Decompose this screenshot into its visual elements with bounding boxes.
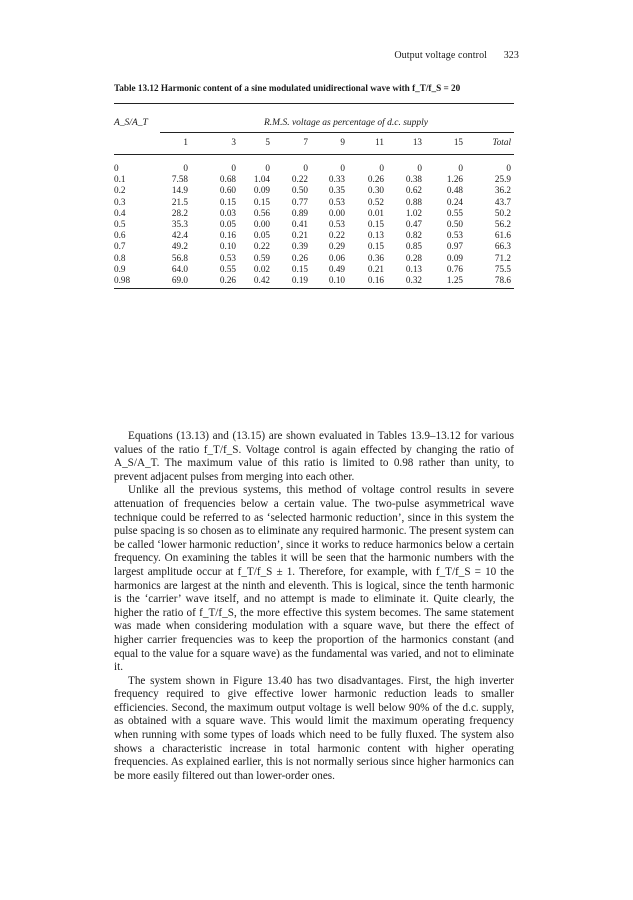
table-cell: 1.25: [446, 275, 463, 285]
table-caption: Table 13.12 Harmonic content of a sine modulated unidirectional wave with f_T/f_S = 20: [114, 83, 461, 93]
column-header: 15: [453, 137, 463, 147]
table-cell: 0.60: [219, 185, 236, 196]
table-cell: 0.68: [219, 174, 236, 185]
column-header: 11: [375, 137, 384, 147]
table-cell: 0.00: [328, 207, 345, 218]
table-cell: 0.15: [253, 196, 270, 207]
table-row: [114, 241, 514, 252]
row-label-cell: 0.5: [114, 219, 126, 229]
table-cell: 0.13: [405, 263, 422, 274]
table-cell: 0.62: [405, 185, 422, 196]
row-label-cell: 0.9: [114, 263, 126, 274]
table-cell: 0.39: [291, 241, 308, 252]
table-cell: 0.36: [367, 252, 384, 263]
table-cell: 25.9: [494, 174, 511, 185]
running-head-title: Output voltage control: [394, 50, 488, 61]
table-cell: 0.19: [291, 275, 308, 285]
table-cell: 0.41: [291, 219, 308, 229]
row-label-cell: 0.2: [114, 185, 126, 196]
table-cell: 0.26: [291, 252, 308, 263]
table-cell: 0.53: [328, 219, 345, 229]
table-bottom-rule: [114, 288, 514, 289]
column-header: 5: [265, 137, 270, 147]
table-cell: 0.15: [219, 196, 236, 207]
table-cell: 1.04: [253, 174, 270, 185]
span-header-rule: [160, 132, 514, 133]
table-cell: 0.48: [446, 185, 463, 196]
table-cell: 0: [379, 163, 384, 173]
table-row: [114, 253, 514, 264]
table-cell: 49.2: [171, 241, 188, 252]
table-header-rule: [114, 154, 514, 155]
table-cell: 0.59: [253, 252, 270, 263]
row-label-cell: 0: [114, 163, 119, 173]
table-cell: 50.2: [494, 207, 511, 218]
table-cell: 75.5: [494, 263, 511, 274]
table-cell: 42.4: [171, 230, 188, 241]
row-label-cell: 0.6: [114, 230, 126, 241]
table-cell: 61.6: [494, 230, 511, 241]
table-cell: 0.13: [367, 230, 384, 241]
table-cell: 69.0: [171, 275, 188, 285]
table-cell: 0.56: [253, 207, 270, 218]
column-header: 7: [303, 137, 308, 147]
table-cell: 56.2: [494, 219, 511, 229]
table-cell: 0.10: [219, 241, 236, 252]
table-cell: 0.33: [328, 174, 345, 185]
running-head: [394, 50, 519, 61]
paragraph: Equations (13.13) and (13.15) are shown evaluated in Tables 13.9–13.12 for various values of the ratio f_T/f_S. Voltage control is again effected by changing the ratio of A_S/A_T. The maximum value of this ratio is limited to 0.98 rather than unity, to prevent adjacent pulses from merging into each other.: [114, 430, 514, 483]
table-cell: 0.85: [405, 241, 422, 252]
table-cell: 0.50: [446, 219, 463, 229]
page-number: 323: [503, 50, 519, 61]
table-row: [114, 219, 514, 230]
table-cell: 0.89: [291, 207, 308, 218]
table-cell: 14.9: [171, 185, 188, 196]
table-cell: 36.2: [494, 185, 511, 196]
table-header-row: [114, 118, 514, 130]
table-cell: 0.02: [253, 263, 270, 274]
table-cell: 64.0: [171, 263, 188, 274]
table-cell: 0.10: [328, 275, 345, 285]
table-row: [114, 174, 514, 185]
table-cell: 0.05: [253, 230, 270, 241]
table-cell: 0.01: [367, 207, 384, 218]
row-label-cell: 0.8: [114, 252, 126, 263]
table-cell: 0.88: [405, 196, 422, 207]
table-cell: 0.32: [405, 275, 422, 285]
table-cell: 0.55: [446, 207, 463, 218]
row-label-cell: 0.98: [114, 275, 131, 285]
paragraph: The system shown in Figure 13.40 has two disadvantages. First, the high inverter frequency required to give effective lower harmonic reduction leads to smaller efficiencies. Second, the maximum output voltage is well below 90% of the d.c. supply, as obtained with a square wave. This would limit the maximum operating frequency when running with some types of loads which need to be fully fluxed. The system also shows a characteristic increase in total harmonic content with higher operating frequencies. As explained earlier, this is not normally serious since higher harmonics can be more easily filtered out than lower-order ones.: [114, 674, 514, 782]
table-cell: 0.53: [219, 252, 236, 263]
table-cell: 0: [458, 163, 463, 173]
row-label-cell: 0.1: [114, 174, 126, 185]
table-cell: 35.3: [171, 219, 188, 229]
table-top-rule: [114, 103, 514, 104]
column-header: 3: [231, 137, 236, 147]
table-cell: 0.30: [367, 185, 384, 196]
table-cell: 0.06: [328, 252, 345, 263]
table-row: [114, 230, 514, 241]
body-text: [114, 430, 514, 783]
row-label-cell: 0.4: [114, 207, 126, 218]
table-cell: 0.05: [219, 219, 236, 229]
table-cell: 0.16: [367, 275, 384, 285]
table-cell: 0.15: [291, 263, 308, 274]
table-cell: 0.49: [328, 263, 345, 274]
column-header: 9: [340, 137, 345, 147]
table-cell: 0.09: [446, 252, 463, 263]
column-header: 13: [412, 137, 422, 147]
table-cell: 0.82: [405, 230, 422, 241]
table-cell: 0.53: [328, 196, 345, 207]
table-cell: 0.55: [219, 263, 236, 274]
table-cell: 78.6: [494, 275, 511, 285]
table-cell: 71.2: [494, 252, 511, 263]
table-cell: 0.38: [405, 174, 422, 185]
table-cell: 0.22: [253, 241, 270, 252]
table-cell: 0.00: [253, 219, 270, 229]
table-cell: 43.7: [494, 196, 511, 207]
table-cell: 0.15: [367, 241, 384, 252]
table-cell: 0.29: [328, 241, 345, 252]
table-row: [114, 185, 514, 196]
table-cell: 0.03: [219, 207, 236, 218]
table-cell: 0.22: [328, 230, 345, 241]
table-cell: 0: [417, 163, 422, 173]
table-cell: 0: [340, 163, 345, 173]
table-cell: 0: [265, 163, 270, 173]
table-cell: 66.3: [494, 241, 511, 252]
table-cell: 0: [231, 163, 236, 173]
table-cell: 28.2: [171, 207, 188, 218]
table-cell: 0.21: [291, 230, 308, 241]
table-cell: 0.47: [405, 219, 422, 229]
table-cell: 0.50: [291, 185, 308, 196]
column-headers: [114, 137, 514, 149]
table-cell: 0.42: [253, 275, 270, 285]
row-header-label: A_S/A_T: [114, 118, 148, 128]
table-cell: 0.22: [291, 174, 308, 185]
table-cell: 56.8: [171, 252, 188, 263]
row-label-cell: 0.7: [114, 241, 126, 252]
table-cell: 1.02: [405, 207, 422, 218]
table-cell: 0: [183, 163, 188, 173]
row-label-cell: 0.3: [114, 196, 126, 207]
table-cell: 0.24: [446, 196, 463, 207]
table-cell: 0.16: [219, 230, 236, 241]
table-cell: 0.15: [367, 219, 384, 229]
table-cell: 0.28: [405, 252, 422, 263]
table-cell: 0.77: [291, 196, 308, 207]
table-cell: 1.26: [446, 174, 463, 185]
table-row: [114, 208, 514, 219]
table-cell: 0.26: [219, 275, 236, 285]
table-row: [114, 163, 514, 174]
table-cell: 0.76: [446, 263, 463, 274]
span-header: R.M.S. voltage as percentage of d.c. supply: [264, 118, 429, 128]
table-cell: 0.52: [367, 196, 384, 207]
table-cell: 0.35: [328, 185, 345, 196]
table-cell: 0: [303, 163, 308, 173]
column-header: 1: [183, 137, 188, 147]
column-header-total: Total: [492, 137, 511, 147]
table-cell: 0.09: [253, 185, 270, 196]
table-row: [114, 264, 514, 275]
table-cell: 21.5: [171, 196, 188, 207]
paragraph: Unlike all the previous systems, this method of voltage control results in severe attenuation of frequencies below a certain value. The two-pulse asymmetrical wave technique could be referred to as ‘selected harmonic reduction’, since in this system the pulse spacing is so chosen as to eliminate any required harmonic. The present system can be called ‘lower harmonic reduction’, since it works to reduce harmonics below a certain frequency. On examining the tables it will be seen that the harmonic numbers with the largest amplitude occur at f_T/f_S ± 1. Therefore, for example, with f_T/f_S = 10 the harmonics are largest at the ninth and eleventh. This is logical, since the tenth harmonic is the ‘carrier’ wave itself, and no attempt is made to eliminate it. Quite clearly, the higher the ratio of f_T/f_S, the more effective this system becomes. The same statement was made when considering modulation with a square wave, but there the effect of higher carrier frequencies was to keep the proportion of the harmonics constant (and equal to the value for a square wave) as the fundamental was varied, and not to eliminate it.: [114, 484, 514, 674]
table-cell: 0.21: [367, 263, 384, 274]
table-cell: 0.26: [367, 174, 384, 185]
table-row: [114, 275, 514, 286]
table-row: [114, 197, 514, 208]
table-cell: 0.53: [446, 230, 463, 241]
table-cell: 0.97: [446, 241, 463, 252]
table-cell: 7.58: [171, 174, 188, 185]
table-cell: 0: [506, 163, 511, 173]
